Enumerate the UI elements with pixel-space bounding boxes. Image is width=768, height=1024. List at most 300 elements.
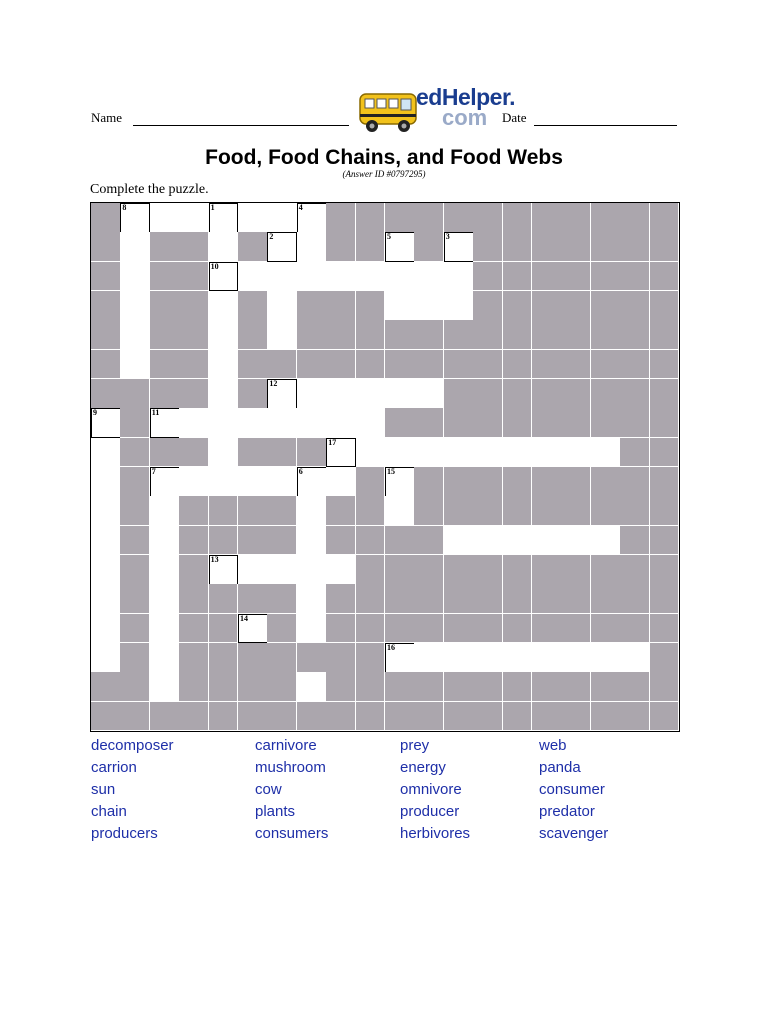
crossword-cell[interactable] [444,232,474,262]
blocked-cell [150,232,180,262]
crossword-cell[interactable] [91,467,121,497]
crossword-cell[interactable] [326,467,356,497]
blocked-cell [179,614,209,644]
word-bank-item: mushroom [255,759,326,776]
blocked-cell [650,555,680,585]
blocked-cell [150,379,180,409]
clue-number: 12 [269,379,278,388]
blocked-cell [503,496,533,526]
crossword-cell[interactable] [297,526,327,556]
blocked-cell [650,526,680,556]
crossword-cell[interactable] [150,555,180,585]
clue-number: 1 [210,203,215,212]
crossword-cell[interactable] [385,379,415,409]
blocked-cell [503,350,533,380]
blocked-cell [473,320,503,350]
crossword-cell[interactable] [120,291,150,321]
crossword-cell[interactable] [532,526,562,556]
blocked-cell [150,702,180,732]
blocked-cell [120,614,150,644]
blocked-cell [356,320,386,350]
blocked-cell [591,203,621,233]
crossword-cell[interactable] [297,614,327,644]
blocked-cell [385,584,415,614]
blocked-cell [209,643,239,673]
blocked-cell [414,584,444,614]
blocked-cell [591,672,621,702]
blocked-cell [650,496,680,526]
blocked-cell [356,584,386,614]
crossword-cell[interactable] [150,672,180,702]
blocked-cell [297,350,327,380]
word-bank-item: carnivore [255,737,317,754]
blocked-cell [120,438,150,468]
crossword-cell[interactable] [356,438,386,468]
crossword-cell[interactable] [91,584,121,614]
crossword-cell[interactable] [620,643,650,673]
crossword-cell[interactable] [297,584,327,614]
crossword-cell[interactable] [297,408,327,438]
blocked-cell [179,672,209,702]
crossword-cell[interactable] [267,408,297,438]
crossword-cell[interactable] [120,262,150,292]
blocked-cell [120,702,150,732]
name-label: Name [91,110,123,125]
word-bank-item: scavenger [539,825,609,842]
blocked-cell [356,672,386,702]
blocked-cell [561,555,591,585]
blocked-cell [385,526,415,556]
blocked-cell [385,672,415,702]
crossword-cell[interactable] [238,555,268,585]
blocked-cell [591,496,621,526]
blocked-cell [650,702,680,732]
blocked-cell [414,467,444,497]
blocked-cell [503,379,533,409]
crossword-cell[interactable] [267,203,297,233]
crossword-cell[interactable] [414,438,444,468]
blocked-cell [650,584,680,614]
blocked-cell [91,232,121,262]
blocked-cell [179,262,209,292]
crossword-cell[interactable] [356,408,386,438]
blocked-cell [297,438,327,468]
crossword-cell[interactable] [297,232,327,262]
blocked-cell [561,496,591,526]
crossword-grid [90,202,680,732]
blocked-cell [267,584,297,614]
crossword-cell[interactable] [414,262,444,292]
page-title: Food, Food Chains, and Food Webs [205,146,563,169]
blocked-cell [238,350,268,380]
blocked-cell [326,320,356,350]
crossword-cell[interactable] [238,262,268,292]
crossword-cell[interactable] [209,291,239,321]
blocked-cell [650,408,680,438]
blocked-cell [620,584,650,614]
crossword-cell[interactable] [385,438,415,468]
blocked-cell [650,232,680,262]
blocked-cell [179,526,209,556]
logo-wordmark: edHelper. [416,84,516,110]
blocked-cell [591,702,621,732]
crossword-cell[interactable] [561,526,591,556]
blocked-cell [326,526,356,556]
blocked-cell [503,672,533,702]
blocked-cell [532,555,562,585]
crossword-cell[interactable] [297,379,327,409]
crossword-cell[interactable] [385,496,415,526]
crossword-cell[interactable] [267,291,297,321]
blocked-cell [297,643,327,673]
blocked-cell [503,614,533,644]
crossword-cell[interactable] [238,614,268,644]
clue-number: 16 [387,643,395,652]
date-field[interactable] [534,125,677,126]
blocked-cell [650,614,680,644]
crossword-cell[interactable] [326,408,356,438]
crossword-cell[interactable] [209,379,239,409]
blocked-cell [414,232,444,262]
blocked-cell [385,203,415,233]
crossword-cell[interactable] [209,350,239,380]
crossword-cell[interactable] [297,203,327,233]
clue-number: 4 [298,203,303,212]
blocked-cell [326,291,356,321]
blocked-cell [650,320,680,350]
blocked-cell [473,555,503,585]
crossword-cell[interactable] [91,496,121,526]
name-field[interactable] [133,125,349,126]
crossword-cell[interactable] [297,672,327,702]
blocked-cell [620,379,650,409]
blocked-cell [591,379,621,409]
crossword-cell[interactable] [150,203,180,233]
crossword-cell[interactable] [150,408,180,438]
crossword-cell[interactable] [91,643,121,673]
blocked-cell [532,262,562,292]
crossword-cell[interactable] [473,438,503,468]
crossword-cell[interactable] [91,526,121,556]
blocked-cell [150,320,180,350]
crossword-cell[interactable] [414,379,444,409]
crossword-cell[interactable] [91,438,121,468]
blocked-cell [591,555,621,585]
blocked-cell [503,320,533,350]
crossword-cell[interactable] [385,262,415,292]
crossword-cell[interactable] [561,643,591,673]
crossword-cell[interactable] [179,408,209,438]
blocked-cell [414,350,444,380]
blocked-cell [209,672,239,702]
blocked-cell [620,232,650,262]
blocked-cell [473,379,503,409]
blocked-cell [473,350,503,380]
word-bank-item: web [539,737,567,754]
crossword-cell[interactable] [414,291,444,321]
blocked-cell [561,672,591,702]
crossword-cell[interactable] [326,379,356,409]
clue-number: 5 [387,232,391,242]
blocked-cell [444,467,474,497]
crossword-cell[interactable] [503,438,533,468]
blocked-cell [473,672,503,702]
blocked-cell [91,320,121,350]
blocked-cell [414,526,444,556]
blocked-cell [385,555,415,585]
crossword-cell[interactable] [385,291,415,321]
crossword-cell[interactable] [385,643,415,673]
blocked-cell [532,702,562,732]
blocked-cell [356,232,386,262]
crossword-cell[interactable] [91,614,121,644]
word-bank-item: producer [400,803,460,820]
crossword-cell[interactable] [591,526,621,556]
crossword-cell[interactable] [91,555,121,585]
crossword-cell[interactable] [561,438,591,468]
blocked-cell [444,379,474,409]
crossword-cell[interactable] [209,467,239,497]
word-bank-item: prey [400,737,430,754]
blocked-cell [591,614,621,644]
crossword-cell[interactable] [385,232,415,262]
blocked-cell [91,672,121,702]
blocked-cell [473,702,503,732]
crossword-cell[interactable] [267,555,297,585]
blocked-cell [297,320,327,350]
blocked-cell [620,350,650,380]
clue-number: 6 [298,467,303,476]
crossword-cell[interactable] [444,526,474,556]
blocked-cell [209,526,239,556]
crossword-cell[interactable] [150,584,180,614]
clue-number: 11 [151,408,160,418]
blocked-cell [414,320,444,350]
crossword-cell[interactable] [591,643,621,673]
word-bank-item: sun [91,781,116,798]
blocked-cell [356,203,386,233]
blocked-cell [650,643,680,673]
blocked-cell [503,702,533,732]
crossword-cell[interactable] [473,643,503,673]
crossword-cell[interactable] [297,496,327,526]
clue-number: 3 [445,232,450,242]
crossword-cell[interactable] [267,467,297,497]
answer-id: (Answer ID #0797295) [342,169,426,179]
blocked-cell [532,672,562,702]
crossword-cell[interactable] [91,408,121,438]
clue-number: 7 [151,467,156,476]
crossword-cell[interactable] [444,291,474,321]
blocked-cell [356,614,386,644]
crossword-cell[interactable] [385,467,415,497]
blocked-cell [473,291,503,321]
blocked-cell [356,702,386,732]
crossword-cell[interactable] [267,262,297,292]
blocked-cell [120,643,150,673]
blocked-cell [356,467,386,497]
crossword-cell[interactable] [150,526,180,556]
crossword-cell[interactable] [414,643,444,673]
word-bank-item: cow [255,781,282,798]
crossword-cell[interactable] [297,467,327,497]
crossword-cell[interactable] [297,262,327,292]
crossword-cell[interactable] [267,320,297,350]
blocked-cell [561,262,591,292]
blocked-cell [650,203,680,233]
crossword-cell[interactable] [503,526,533,556]
blocked-cell [591,584,621,614]
blocked-cell [620,496,650,526]
word-bank-item: consumers [255,825,329,842]
blocked-cell [297,291,327,321]
blocked-cell [179,702,209,732]
blocked-cell [473,614,503,644]
blocked-cell [620,203,650,233]
blocked-cell [650,379,680,409]
blocked-cell [120,408,150,438]
crossword-cell[interactable] [120,232,150,262]
blocked-cell [561,584,591,614]
blocked-cell [179,379,209,409]
blocked-cell [120,584,150,614]
blocked-cell [120,467,150,497]
blocked-cell [532,467,562,497]
crossword-cell[interactable] [150,496,180,526]
blocked-cell [532,350,562,380]
crossword-cell[interactable] [444,438,474,468]
blocked-cell [179,496,209,526]
crossword-cell[interactable] [238,408,268,438]
clue-number: 13 [210,555,219,564]
crossword-cell[interactable] [473,526,503,556]
blocked-cell [414,555,444,585]
crossword-cell[interactable] [209,232,239,262]
blocked-cell [267,526,297,556]
crossword-cell[interactable] [356,379,386,409]
blocked-cell [179,643,209,673]
crossword-cell[interactable] [326,438,356,468]
blocked-cell [591,408,621,438]
blocked-cell [532,408,562,438]
blocked-cell [532,379,562,409]
blocked-cell [326,496,356,526]
blocked-cell [179,555,209,585]
blocked-cell [238,672,268,702]
crossword-cell[interactable] [120,320,150,350]
crossword-cell[interactable] [267,232,297,262]
blocked-cell [503,467,533,497]
blocked-cell [620,555,650,585]
crossword-cell[interactable] [238,467,268,497]
blocked-cell [179,232,209,262]
blocked-cell [473,584,503,614]
crossword-cell[interactable] [209,320,239,350]
crossword-cell[interactable] [326,262,356,292]
blocked-cell [385,320,415,350]
blocked-cell [238,496,268,526]
blocked-cell [326,672,356,702]
blocked-cell [532,203,562,233]
crossword-cell[interactable] [150,643,180,673]
crossword-cell[interactable] [209,408,239,438]
instructions: Complete the puzzle. [90,182,209,197]
crossword-cell[interactable] [503,643,533,673]
blocked-cell [561,291,591,321]
crossword-cell[interactable] [532,643,562,673]
blocked-cell [120,672,150,702]
blocked-cell [267,643,297,673]
blocked-cell [356,526,386,556]
crossword-cell[interactable] [179,467,209,497]
blocked-cell [179,320,209,350]
blocked-cell [179,584,209,614]
blocked-cell [91,379,121,409]
crossword-cell[interactable] [267,379,297,409]
blocked-cell [238,232,268,262]
clue-number: 10 [210,261,219,271]
clue-number: 15 [387,467,395,476]
crossword-cell[interactable] [444,262,474,292]
word-bank-item: decomposer [91,737,174,754]
blocked-cell [503,584,533,614]
blocked-cell [561,350,591,380]
word-bank-item: predator [539,803,595,820]
blocked-cell [620,614,650,644]
crossword-cell[interactable] [356,262,386,292]
word-bank-item: energy [400,759,446,776]
clue-number: 14 [240,613,248,623]
blocked-cell [91,291,121,321]
blocked-cell [444,614,474,644]
blocked-cell [473,232,503,262]
blocked-cell [473,467,503,497]
blocked-cell [414,496,444,526]
clue-number: 8 [122,203,127,212]
crossword-cell[interactable] [120,203,150,233]
blocked-cell [326,643,356,673]
crossword-cell[interactable] [150,467,180,497]
word-bank-item: carrion [91,759,137,776]
crossword-cell[interactable] [209,203,239,233]
blocked-cell [179,291,209,321]
blocked-cell [532,291,562,321]
crossword-cell[interactable] [532,438,562,468]
blocked-cell [620,672,650,702]
crossword-cell[interactable] [120,350,150,380]
crossword-cell[interactable] [297,555,327,585]
blocked-cell [91,702,121,732]
blocked-cell [650,291,680,321]
blocked-cell [414,203,444,233]
blocked-cell [444,408,474,438]
crossword-cell[interactable] [209,555,239,585]
crossword-cell[interactable] [209,438,239,468]
crossword-cell[interactable] [209,262,239,292]
crossword-cell[interactable] [591,438,621,468]
crossword-cell[interactable] [326,555,356,585]
blocked-cell [561,320,591,350]
crossword-cell[interactable] [150,614,180,644]
crossword-cell[interactable] [444,643,474,673]
blocked-cell [444,702,474,732]
word-bank-item: consumer [539,781,605,798]
crossword-cell[interactable] [238,203,268,233]
blocked-cell [385,614,415,644]
blocked-cell [561,203,591,233]
crossword-cell[interactable] [179,203,209,233]
blocked-cell [473,203,503,233]
